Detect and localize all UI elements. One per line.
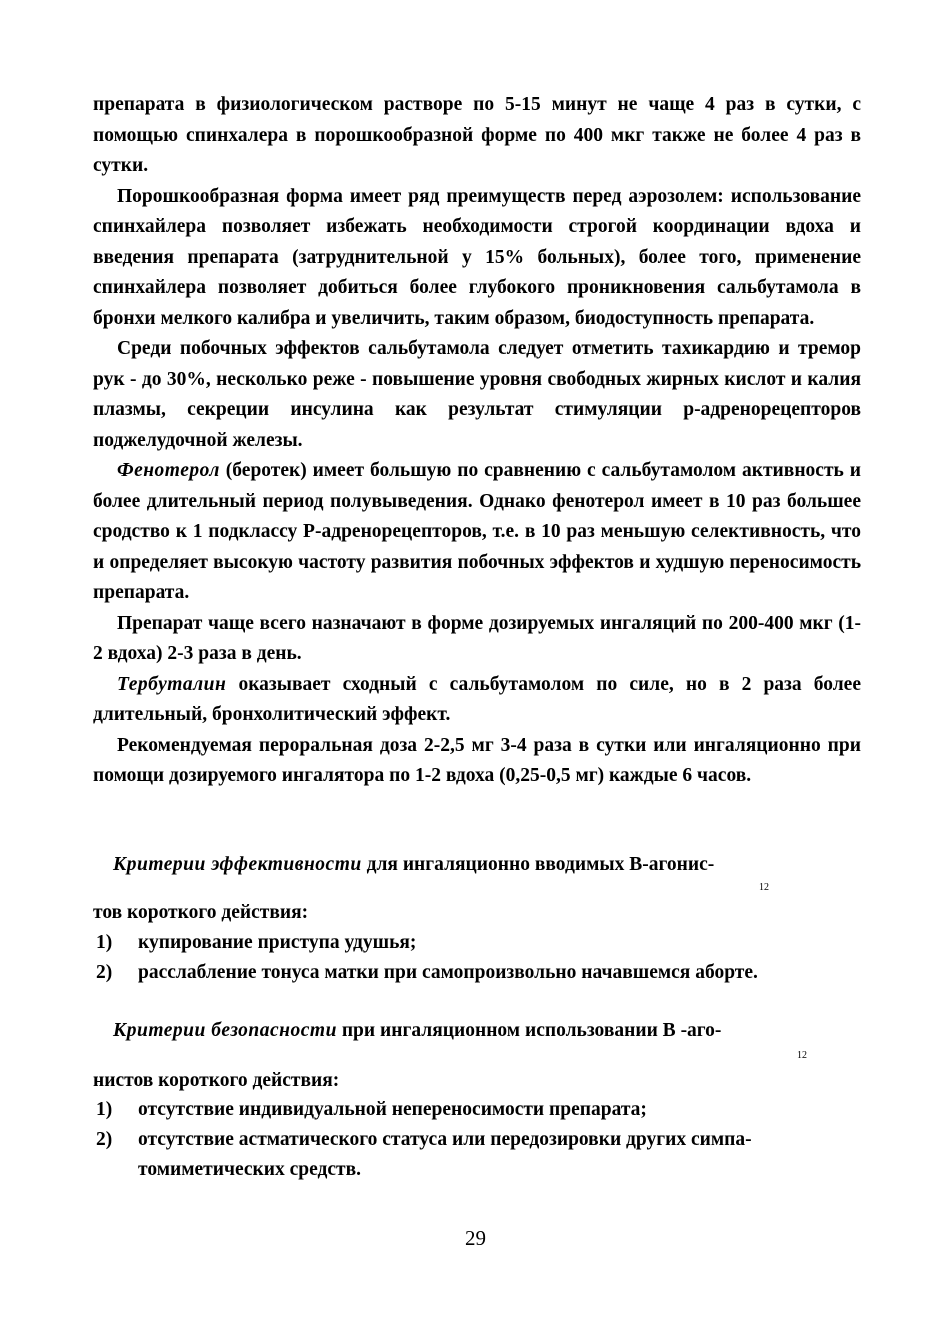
paragraph-3 (93, 334, 861, 456)
drug-name-fenoterol: Фенотерол (117, 460, 220, 481)
efficacy-criteria-heading (93, 850, 861, 881)
list-item-text: отсутствие астматического статуса или передозировки других симпа-томиметических средств. (138, 1129, 752, 1180)
efficacy-criteria-cont-text: тов короткого действия: (93, 902, 309, 923)
paragraph-2 (93, 182, 861, 335)
list-number: 1) (96, 932, 113, 953)
list-item-text: купирование приступа удушья; (138, 932, 417, 953)
paragraph-6-text: оказывает сходный с сальбутамолом по силе, но в 2 раза более длительный, бронхолитический эффект. (93, 673, 861, 725)
efficacy-footnote-mark: 12 (759, 882, 769, 893)
list-item (93, 928, 861, 958)
drug-name-terbutaline: Тербуталин (117, 673, 227, 695)
list-number: 2) (96, 1129, 113, 1150)
safety-footnote-mark: 12 (797, 1050, 807, 1061)
efficacy-criteria-list (93, 928, 861, 988)
paragraph-4 (93, 456, 861, 609)
safety-criteria-continuation (93, 1066, 861, 1097)
paragraph-4-text: (беротек) имеет большую по сравнению с сальбутамолом активность и более длительный период полувыведения. Однако фенотерол имеет в 10 раз большее сродство к 1 подклассу Р-адренорецепторов, т.е. в 10 раз меньшую селективность, что и определяет высокую частоту развития побочных эффектов и худшую переносимость препарата. (93, 460, 861, 603)
safety-criteria-lead: Критерии безопасности (113, 1020, 337, 1041)
list-item (93, 958, 861, 988)
safety-criteria-cont-text: нистов короткого действия: (93, 1070, 340, 1091)
paragraph-7 (93, 731, 861, 792)
efficacy-criteria-lead: Критерии эффективности (113, 854, 362, 875)
paragraph-6 (93, 670, 861, 731)
safety-criteria-list (93, 1095, 861, 1185)
list-item-text: расслабление тонуса матки при самопроизвольно начавшемся аборте. (138, 962, 758, 983)
page-number: 29 (465, 1226, 486, 1250)
list-item (93, 1125, 861, 1185)
efficacy-criteria-text: для ингаляционно вводимых В-агонис- (361, 854, 715, 875)
paragraph-2-text: Порошкообразная форма имеет ряд преимуществ перед аэрозолем: использование спинхайлера позволяет избежать необходимости строгой координации вдоха и введения препарата (затруднительной у 15% больных), более того, применение спинхайлера позволяет добиться более глубокого проникновения сальбутамола в бронхи мелкого калибра и увеличить, таким образом, биодоступность препарата. (93, 185, 861, 329)
efficacy-criteria-continuation (93, 898, 861, 929)
safety-criteria-heading (93, 1016, 861, 1047)
list-number: 2) (96, 962, 113, 983)
list-number: 1) (96, 1099, 113, 1120)
paragraph-7-text: Рекомендуемая пероральная доза 2-2,5 мг 3-4 раза в сутки или ингаляционно при помощи дозируемого ингалятора по 1-2 вдоха (0,25-0,5 мг) каждые 6 часов. (93, 734, 861, 786)
body-text (93, 90, 861, 792)
safety-criteria-text: при ингаляционном использовании В -аго- (336, 1020, 722, 1041)
paragraph-1 (93, 90, 861, 182)
paragraph-3-text: Среди побочных эффектов сальбутамола следует отметить тахикардию и тремор рук - до 30%, несколько реже - повышение уровня свободных жирных кислот и калия плазмы, секреции инсулина как результат стимуляции р-адренорецепторов поджелудочной железы. (93, 338, 861, 451)
paragraph-5 (93, 609, 861, 670)
paragraph-1-text: препарата в физиологическом растворе по 5-15 минут не чаще 4 раз в сутки, с помощью спинхалера в порошкообразной форме по 400 мкг также не более 4 раз в сутки. (93, 94, 861, 176)
list-item-text: отсутствие индивидуальной непереносимости препарата; (138, 1099, 647, 1120)
list-item (93, 1095, 861, 1125)
paragraph-5-text: Препарат чаще всего назначают в форме дозируемых ингаляций по 200-400 мкг (1-2 вдоха) 2-3 раза в день. (93, 612, 861, 664)
